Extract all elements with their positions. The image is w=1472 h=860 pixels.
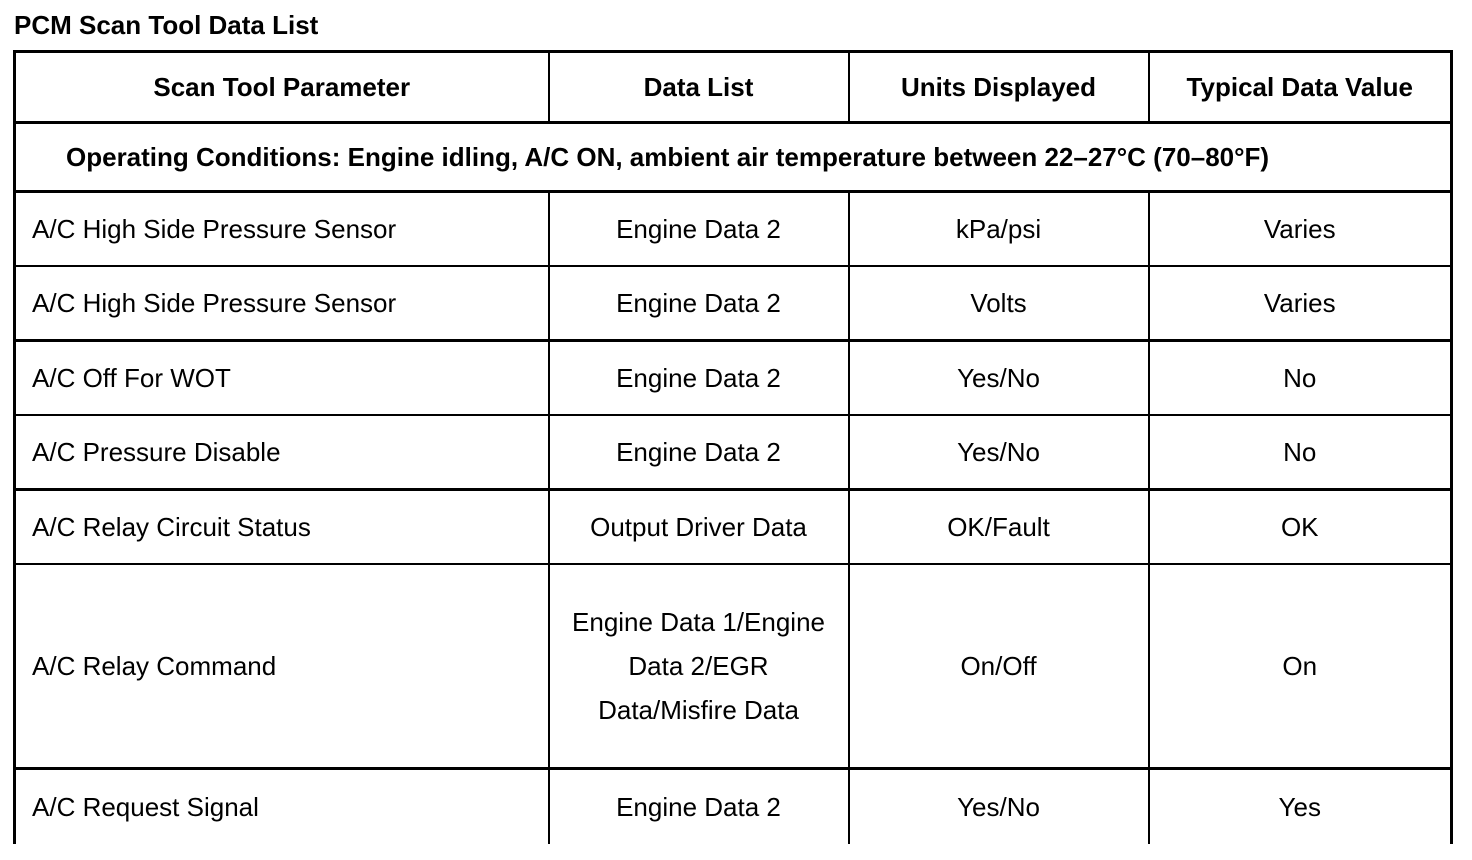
cell-typical-value: OK	[1149, 490, 1452, 565]
cell-parameter: A/C Pressure Disable	[15, 415, 549, 490]
table-header-row	[15, 52, 1452, 123]
operating-conditions-row	[15, 123, 1452, 192]
cell-typical-value: Yes	[1149, 769, 1452, 845]
cell-units: OK/Fault	[849, 490, 1149, 565]
cell-parameter: A/C Off For WOT	[15, 341, 549, 416]
table-row	[15, 490, 1452, 565]
table-row	[15, 192, 1452, 267]
table-row	[15, 415, 1452, 490]
cell-data-list: Engine Data 2	[549, 192, 849, 267]
cell-data-list: Engine Data 2	[549, 415, 849, 490]
table-row	[15, 341, 1452, 416]
cell-typical-value: Varies	[1149, 192, 1452, 267]
cell-typical-value: Varies	[1149, 266, 1452, 341]
cell-units: Volts	[849, 266, 1149, 341]
cell-data-list: Engine Data 2	[549, 266, 849, 341]
document-title: PCM Scan Tool Data List	[14, 10, 319, 40]
cell-parameter: A/C Relay Circuit Status	[15, 490, 549, 565]
cell-units: On/Off	[849, 564, 1149, 769]
column-header-parameter: Scan Tool Parameter	[15, 52, 549, 123]
column-header-units: Units Displayed	[849, 52, 1149, 123]
cell-data-list: Engine Data 2	[549, 769, 849, 845]
cell-data-list: Engine Data 2	[549, 341, 849, 416]
operating-conditions: Operating Conditions: Engine idling, A/C ON, ambient air temperature between 22–27°C (70–80°F)	[15, 123, 1452, 192]
scan-tool-data-table	[13, 50, 1453, 844]
cell-units: kPa/psi	[849, 192, 1149, 267]
table-row	[15, 769, 1452, 845]
cell-parameter: A/C High Side Pressure Sensor	[15, 266, 549, 341]
cell-typical-value: No	[1149, 415, 1452, 490]
cell-parameter: A/C Relay Command	[15, 564, 549, 769]
cell-data-list: Engine Data 1/Engine Data 2/EGR Data/Misfire Data	[549, 564, 849, 769]
table-row	[15, 266, 1452, 341]
cell-parameter: A/C High Side Pressure Sensor	[15, 192, 549, 267]
cell-units: Yes/No	[849, 769, 1149, 845]
cell-units: Yes/No	[849, 415, 1149, 490]
column-header-data-list: Data List	[549, 52, 849, 123]
cell-parameter: A/C Request Signal	[15, 769, 549, 845]
table-row	[15, 564, 1452, 769]
cell-typical-value: On	[1149, 564, 1452, 769]
cell-units: Yes/No	[849, 341, 1149, 416]
cell-data-list: Output Driver Data	[549, 490, 849, 565]
cell-typical-value: No	[1149, 341, 1452, 416]
column-header-typical-value: Typical Data Value	[1149, 52, 1452, 123]
